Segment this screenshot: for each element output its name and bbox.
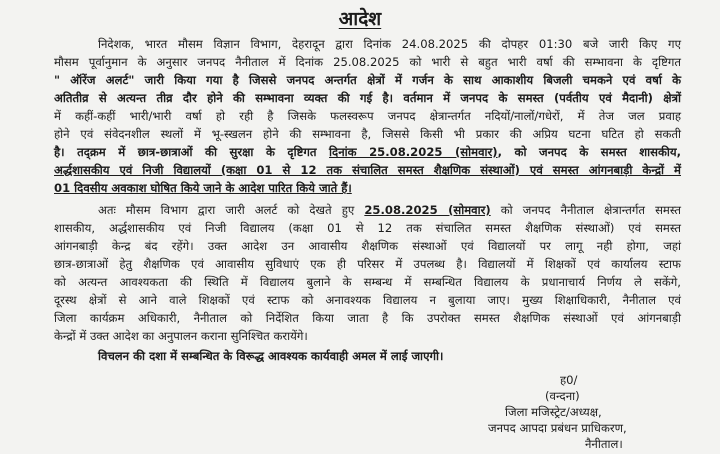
signatory-authority: जनपद आपदा प्रबंधन प्राधिकरण, (488, 421, 627, 435)
signatory-place: नैनीताल। (585, 437, 623, 451)
p2-line-6: दूरस्थ क्षेत्रों से आने वाले शिक्षकों एवं स्टाफ को अनावश्यक विद्यालय न बुलाया जाए। मुख्य शिक्षाधिकारी, नैनीताल एवं (54, 293, 681, 307)
p1-line-9: 01 दिवसीय अवकाश घोषित किये जाने के आदेश पारित किये जाते हैं। (54, 181, 352, 195)
p1-line-8: अर्द्धशासकीय एवं निजी विद्यालयों (कक्षा 01 से 12 तक संचालित समस्त शैक्षणिक संस्थाओं) एवं समस्त आंगनबाड़ी केन्द्रों में (54, 163, 681, 177)
p2-line-8: केन्द्रों में उक्त आदेश का अनुपालन कराना सुनिश्चित करायेंगे। (54, 329, 308, 343)
closure-date: 25.08.2025 (सोमवार) (364, 203, 491, 217)
document-title: आदेश (338, 8, 382, 30)
p1-line-6: होने एवं संवेदनशील स्थलों में भू-स्खलन होने की सम्भावना है, जिससे किसी भी प्रकार की अप्रिय घटना घटित हो सकती (54, 127, 681, 141)
holiday-date: दिनांक 25.08.2025 (सोमवार) (329, 145, 498, 159)
p1-line-5: में कहीं-कहीं भारी/भारी वर्षा हो रही है जिसके फलस्वरूप जनपद क्षेत्रान्तर्गत नदियों/नालों/गधेरों, में तेज जल प्रवाह (54, 109, 681, 123)
p2-line-2: शासकीय, अर्द्धशासकीय एवं निजी विद्यालय (कक्षा 01 से 12 तक संचालित समस्त शैक्षणिक संस्थाओं) एवं समस्त (54, 221, 681, 235)
p2-line-1: अतः मौसम विभाग द्वारा जारी अलर्ट को देखते हुए 25.08.2025 (सोमवार) को जनपद नैनीताल क्षेत्रान्तर्गत समस्त (98, 203, 681, 217)
p3-line: विचलन की दशा में सम्बन्धित के विरूद्ध आवश्यक कार्यवाही अमल में लाई जाएगी। (98, 349, 444, 363)
p1-line-4: अतितीव्र से अत्यन्त तीव्र दौर होने की सम्भावना व्यक्त की गई है। वर्तमान में जनपद के समस्त (पर्वतीय एवं मैदानी) क्षेत्रों (54, 91, 681, 105)
p2-line-7: जिला कार्यक्रम अधिकारी, नैनीताल को निर्देशित किया जाता है कि उपरोक्त समस्त शैक्षणिक संस्थाओं एवं आंगनबाड़ी (54, 311, 681, 325)
p2-line-4: छात्र-छात्राओं हेतु शैक्षणिक एवं आवासीय सुविधाएं एक ही परिसर में उपलब्ध है। विद्यालयों में शिक्षकों एवं कार्यालय स्टाफ (54, 257, 681, 271)
p1-line-7: है। तद्क्रम में छात्र-छात्राओं की सुरक्षा के दृष्टिगत दिनांक 25.08.2025 (सोमवार), को जनपद के समस्त शासकीय, (54, 145, 682, 159)
signature-mark: ह0/ (560, 373, 578, 387)
signatory-designation: जिला मजिस्ट्रेट/अध्यक्ष, (505, 405, 602, 419)
p1-line-1: निदेशक, भारत मौसम विज्ञान विभाग, देहरादून द्वारा दिनांक 24.08.2025 की दोपहर 01:30 बजे जारी किए गए (98, 37, 681, 51)
p2-line-3: आंगनबाड़ी केन्द्र बंद रहेंगे। उक्त आदेश उन आवासीय शैक्षणिक संस्थाओं एवं विद्यालयों पर लागू नही होगा, जहां (54, 239, 681, 253)
p1-line-3: " ऑरेंज अलर्ट" जारी किया गया है जिससे जनपद अन्तर्गत क्षेत्रों में गर्जन के साथ आकाशीय बिजली चमकने एवं वर्षा के (54, 73, 681, 87)
p1-line-2: मौसम पूर्वानुमान के अनुसार जनपद नैनीताल में दिनांक 25.08.2025 को भारी से बहुत भारी वर्षा की सम्भावना के दृष्टिगत (54, 55, 681, 69)
p2-line-5: को अत्यन्त आवश्यकता की स्थिति में विद्यालय बुलाने के सम्बन्ध में सम्बन्धित विद्यालय के प्रधानाचार्य निर्णय ले सकेंगे, (54, 275, 681, 289)
signatory-name: (वन्दना) (545, 389, 580, 403)
